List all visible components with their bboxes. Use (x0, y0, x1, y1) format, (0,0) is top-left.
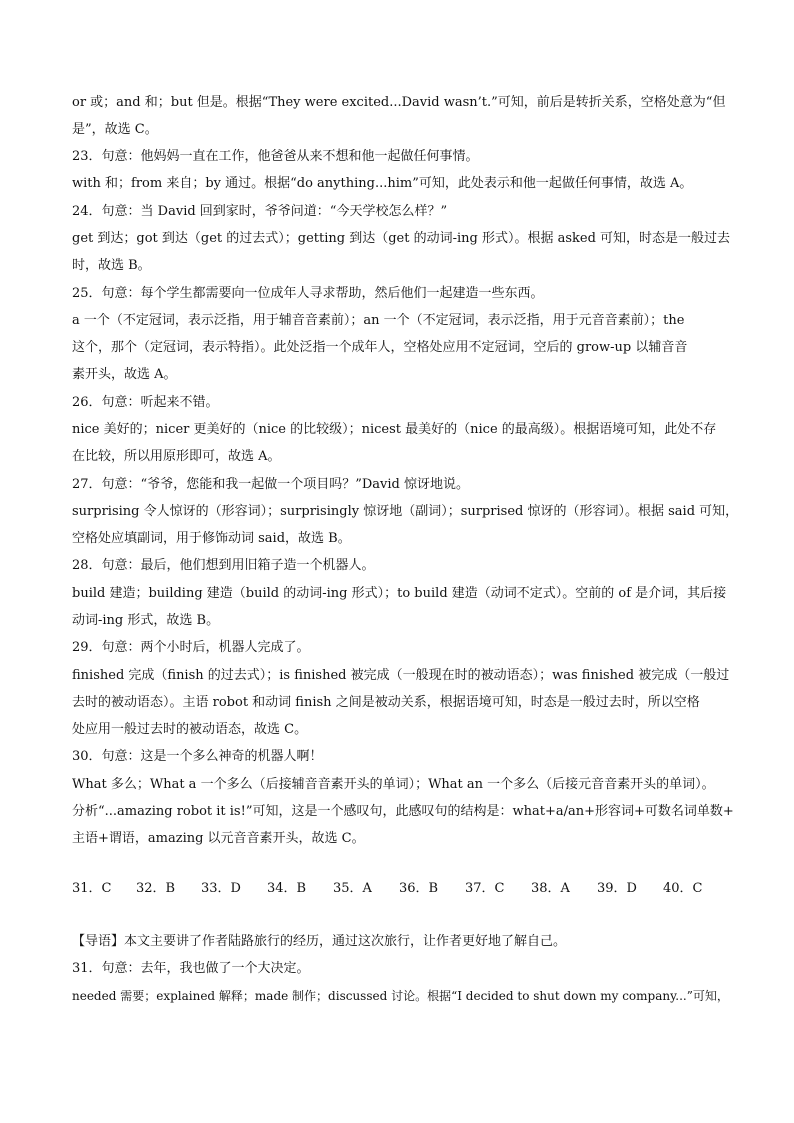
answer-item: 31．C (72, 881, 112, 896)
answer-item: 38．A (531, 881, 570, 896)
answer-item: 36．B (399, 881, 439, 896)
text-line: 在比较，所以用原形即可，故选 A。 (72, 449, 281, 464)
answer-item: 35．A (333, 881, 372, 896)
question-line: 23．句意：他妈妈一直在工作，他爸爸从来不想和他一起做任何事情。 (72, 149, 479, 164)
text-line: with 和；from 来自；by 通过。根据“do anything...him”可知，此处表示和他一起做任何事情，故选 A。 (72, 176, 693, 191)
answer-item: 40．C (663, 881, 703, 896)
answer-item: 39．D (597, 881, 637, 896)
text-line: 是”，故选 C。 (72, 122, 158, 137)
text-line: or 或；and 和；but 但是。根据“They were excited...David wasn’t.”可知，前后是转折关系，空格处意为“但 (72, 95, 726, 110)
text-line: surprising 令人惊讶的（形容词）；surprisingly 惊讶地（副词）；surprised 惊讶的（形容词）。根据 said 可知， (72, 504, 739, 519)
section-intro-line: 【导语】本文主要讲了作者陆路旅行的经历，通过这次旅行，让作者更好地了解自己。 (72, 934, 567, 949)
text-line: nice 美好的；nicer 更美好的（nice 的比较级）；nicest 最美好的（nice 的最高级）。根据语境可知，此处不存 (72, 422, 717, 437)
text-line: 主语+谓语，amazing 以元音音素开头，故选 C。 (72, 831, 365, 846)
question-line: 24．句意：当 David 回到家时，爷爷问道：“今天学校怎么样？” (72, 204, 448, 219)
text-line: build 建造；building 建造（build 的动词-ing 形式）；to build 建造（动词不定式）。空前的 of 是介词，其后接 (72, 586, 727, 601)
answer-item: 34．B (267, 881, 307, 896)
question-line: 26．句意：听起来不错。 (72, 395, 219, 410)
text-line: 分析“...amazing robot it is!”可知，这是一个感叹句，此感叹句的结构是：what+a/an+形容词+可数名词单数+ (72, 804, 734, 819)
text-line: get 到达；got 到达（get 的过去式）；getting 到达（get 的动词-ing 形式）。根据 asked 可知，时态是一般过去 (72, 231, 731, 246)
text-line: 这个，那个（定冠词，表示特指）。此处泛指一个成年人，空格处应用不定冠词，空后的 grow-up 以辅音音 (72, 340, 688, 355)
question-line: 30．句意：这是一个多么神奇的机器人啊！ (72, 749, 323, 764)
question-line: 29．句意：两个小时后，机器人完成了。 (72, 640, 310, 655)
text-line: 去时的被动语态）。主语 robot 和动词 finish 之间是被动关系，根据语境可知，时态是一般过去时，所以空格 (72, 695, 700, 710)
text-line: a 一个（不定冠词，表示泛指，用于辅音音素前）；an 一个（不定冠词，表示泛指，用于元音音素前）；the (72, 313, 685, 328)
question-line: 31．句意：去年，我也做了一个大决定。 (72, 961, 310, 976)
question-line: 25．句意：每个学生都需要向一位成年人寻求帮助，然后他们一起建造一些东西。 (72, 286, 544, 301)
text-line: 空格处应填副词，用于修饰动词 said，故选 B。 (72, 531, 351, 546)
text-line: 时，故选 B。 (72, 258, 151, 273)
text-line: What 多么；What a 一个多么（后接辅音音素开头的单词）；What an 一个多么（后接元音音素开头的单词）。 (72, 777, 715, 792)
answer-item: 37．C (465, 881, 505, 896)
answer-item: 32．B (136, 881, 176, 896)
answer-key-row (72, 880, 732, 898)
text-line: 动词-ing 形式，故选 B。 (72, 613, 220, 628)
answer-item: 33．D (201, 881, 241, 896)
text-line: 素开头，故选 A。 (72, 367, 177, 382)
question-line: 27．句意：“爷爷，您能和我一起做一个项目吗？”David 惊讶地说。 (72, 477, 469, 492)
text-line: needed 需要；explained 解释；made 制作；discussed 讨论。根据“I decided to shut down my company...”可知， (72, 989, 729, 1003)
text-line: 处应用一般过去时的被动语态，故选 C。 (72, 722, 308, 737)
question-line: 28．句意：最后，他们想到用旧箱子造一个机器人。 (72, 558, 375, 573)
text-line: finished 完成（finish 的过去式）；is finished 被完成（一般现在时的被动语态）；was finished 被完成（一般过 (72, 668, 730, 683)
